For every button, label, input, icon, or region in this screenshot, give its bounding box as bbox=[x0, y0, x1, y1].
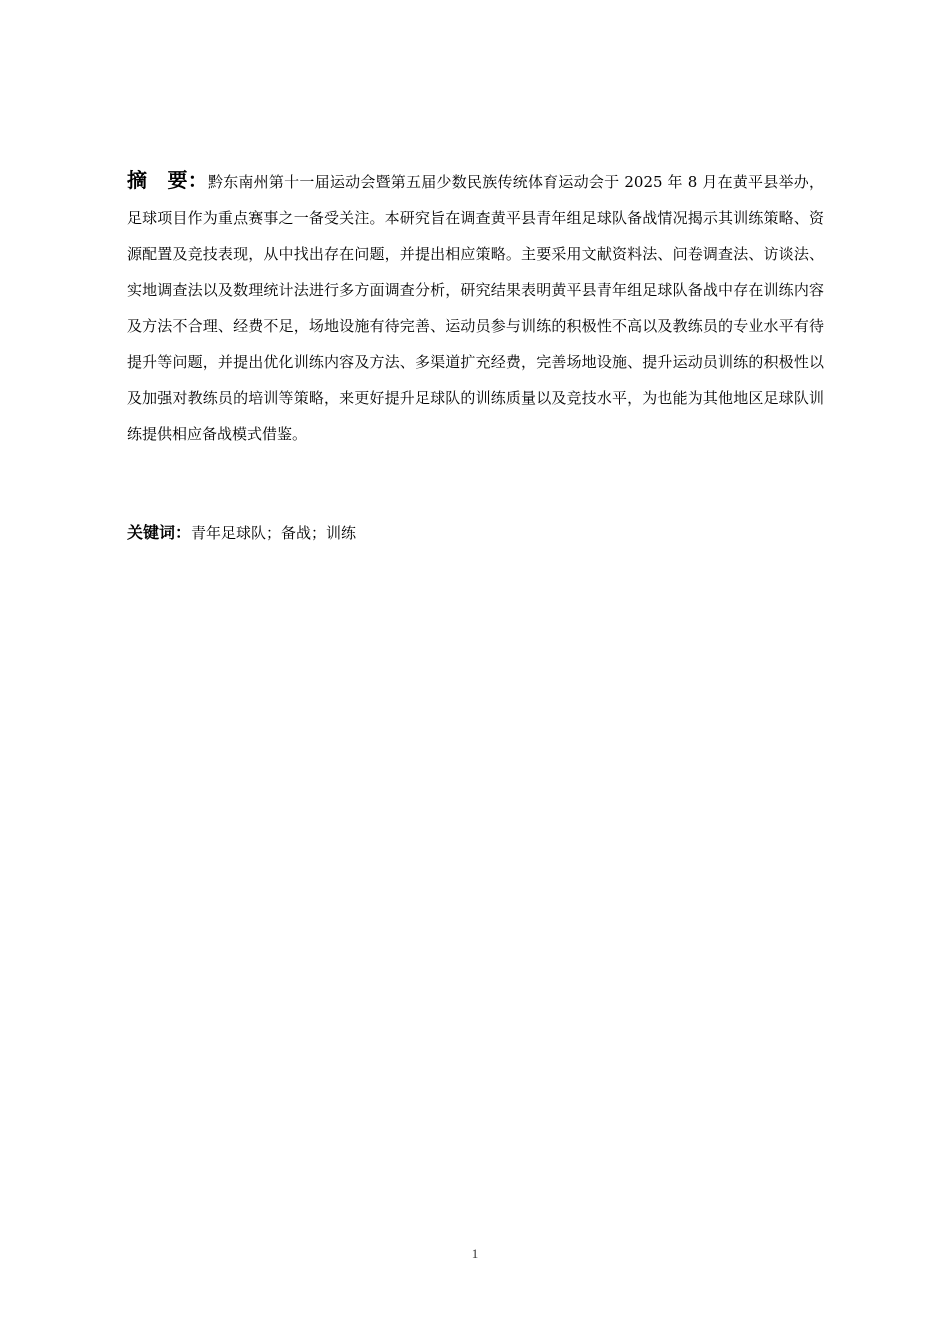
abstract-text: 黔东南州第十一届运动会暨第五届少数民族传统体育运动会于 2025 年 8 月在黄平县举办，足球项目作为重点赛事之一备受关注。本研究旨在调查黄平县青年组足球队备战情况揭示其训练策略、资源配置及竞技表现，从中找出存在问题，并提出相应策略。主要采用文献资料法、问卷调查法、访谈法、实地调查法以及数理统计法进行多方面调查分析，研究结果表明黄平县青年组足球队备战中存在训练内容及方法不合理、经费不足，场地设施有待完善、运动员参与训练的积极性不高以及教练员的专业水平有待提升等问题，并提出优化训练内容及方法、多渠道扩充经费，完善场地设施、提升运动员训练的积极性以及加强对教练员的培训等策略，来更好提升足球队的训练质量以及竞技水平，为也能为其他地区足球队训练提供相应备战模式借鉴。 bbox=[127, 173, 825, 443]
keywords-line bbox=[127, 518, 356, 548]
abstract-label: 摘 要： bbox=[127, 168, 208, 192]
keywords-text: 青年足球队；备战；训练 bbox=[191, 524, 357, 542]
page-number: 1 bbox=[471, 1246, 479, 1261]
abstract-paragraph bbox=[127, 162, 824, 452]
keywords-label: 关键词： bbox=[127, 523, 192, 542]
